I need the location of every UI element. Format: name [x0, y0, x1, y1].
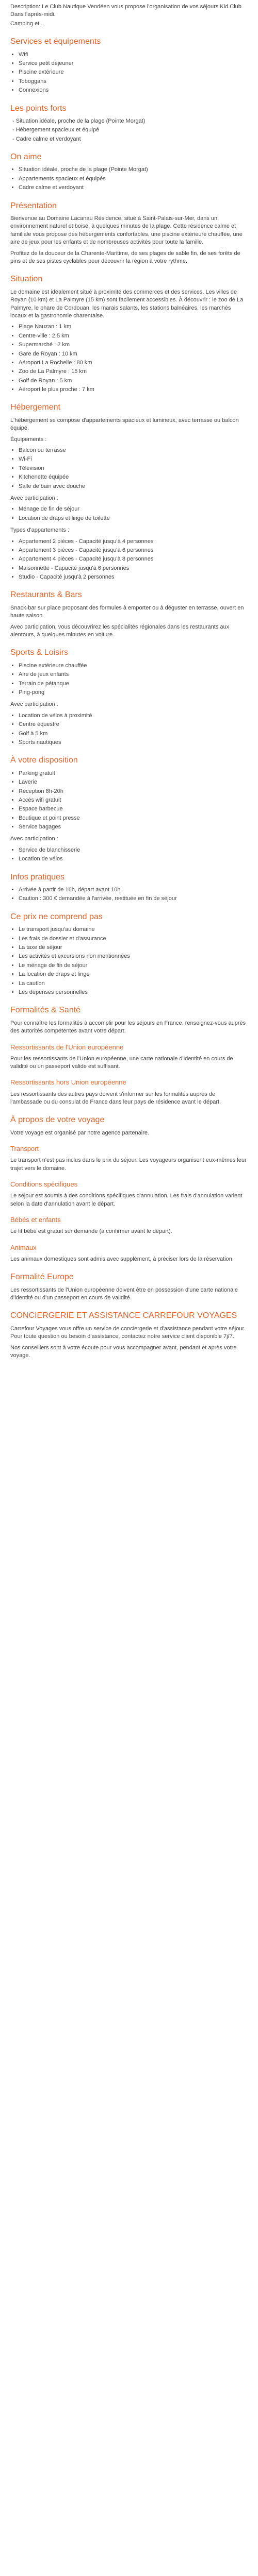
list-item: • Le transport jusqu'au domaine — [19, 926, 248, 934]
list-item: • Sports nautiques — [19, 739, 248, 747]
section-title: Situation — [10, 275, 43, 284]
sub-title: Bébés et enfants — [10, 1216, 61, 1224]
section-title: Restaurants & Bars — [10, 590, 82, 600]
label: Équipements : — [10, 436, 47, 443]
paragraph: Le lit bébé est gratuit sur demande (à confirmer avant le départ). — [10, 1228, 172, 1235]
paragraph: Les ressortissants des autres pays doivent s'informer sur les formalités auprès de l'ambassade ou du consulat de France dans leur pays de résidence avant le départ. — [10, 1091, 221, 1106]
points-forts-list — [10, 117, 248, 143]
paragraph: Carrefour Voyages vous offre un service de conciergerie et d'assistance pendant votre séjour. Pour toute question ou besoin d'assistance, contactez notre service client disponible 7j/7. — [10, 1325, 246, 1340]
section-title: Services et équipements — [10, 37, 101, 46]
list-item: • Arrivée à partir de 16h, départ avant 10h — [19, 886, 248, 894]
list-item: • Service petit déjeuner — [19, 60, 248, 67]
list-item: • Salle de bain avec douche — [19, 483, 248, 490]
list-item: • Wifi — [19, 51, 248, 59]
list-item: • Le ménage de fin de séjour — [19, 962, 248, 970]
section-title: Formalités & Santé — [10, 1006, 81, 1015]
equipements-list — [10, 447, 248, 490]
list-item: • Les dépenses personnelles — [19, 989, 248, 996]
paragraph: Profitez de la douceur de la Charente-Maritime, de ses plages de sable fin, de ses forêts de pins et de ses pistes cyclables pour découvrir la région à votre rythme. — [10, 250, 240, 264]
list-item: • La taxe de séjour — [19, 944, 248, 952]
list-item: • Aire de jeux enfants — [19, 671, 248, 679]
disposition-list — [10, 770, 248, 832]
list-item: • Appartement 2 pièces - Capacité jusqu'à 4 personnes — [19, 538, 248, 546]
label: Avec participation : — [10, 836, 58, 842]
prix-list — [10, 926, 248, 996]
disposition-avec-list — [10, 846, 248, 863]
list-item: • Ménage de fin de séjour — [19, 505, 248, 513]
list-item: • Gare de Royan : 10 km — [19, 350, 248, 358]
section-title: Infos pratiques — [10, 872, 64, 882]
section-title: À propos de votre voyage — [10, 1115, 105, 1125]
list-item: • Cadre calme et verdoyant — [19, 184, 248, 192]
list-item: • Centre équestre — [19, 721, 248, 728]
list-item: • Télévision — [19, 465, 248, 472]
paragraph: Le séjour est soumis à des conditions spécifiques d'annulation. Les frais d'annulation varient selon la date d'annulation avant le départ. — [10, 1193, 243, 1207]
list-item: • Laverie — [19, 778, 248, 786]
types-list — [10, 538, 248, 582]
list-item: • Piscine extérieure — [19, 69, 248, 76]
intro — [10, 3, 248, 28]
section-title: Les points forts — [10, 104, 67, 113]
section-title: CONCIERGERIE ET ASSISTANCE CARREFOUR VOYAGES — [10, 1311, 237, 1320]
paragraph: Nos conseillers sont à votre écoute pour vous accompagner avant, pendant et après votre voyage. — [10, 1344, 237, 1359]
list-item: • Location de draps et linge de toilette — [19, 515, 248, 522]
list-item: • Aéroport le plus proche : 7 km — [19, 386, 248, 394]
list-item: • Location de vélos — [19, 855, 248, 863]
list-item: • Accès wifi gratuit — [19, 796, 248, 804]
list-item: • Toboggans — [19, 78, 248, 86]
sub-title: Ressortissants hors Union européenne — [10, 1078, 126, 1087]
list-item: • Golf de Royan : 5 km — [19, 377, 248, 385]
label: Avec participation : — [10, 701, 58, 708]
list-item: • Kitchenette équipée — [19, 473, 248, 481]
list-item: • Les frais de dossier et d'assurance — [19, 935, 248, 943]
sports-list — [10, 662, 248, 697]
paragraph: Votre voyage est organisé par notre agence partenaire. — [10, 1129, 150, 1136]
distances-list — [10, 323, 248, 394]
sports-avec-list — [10, 712, 248, 747]
list-item: • Réception 8h-20h — [19, 788, 248, 795]
list-item: • Ping-pong — [19, 689, 248, 697]
paragraph: Bienvenue au Domaine Lacanau Résidence, situé à Saint-Palais-sur-Mer, dans un environnement naturel et boisé, à quelques minutes de la plage. Cette résidence calme et familiale vous propose des hébergements confortables, une piscine extérieure chauffée, une aire de jeux pour les enfants et de nombreuses activités pour toute la famille. — [10, 215, 243, 246]
section-title: Sports & Loisirs — [10, 648, 69, 657]
section-title: Présentation — [10, 201, 57, 210]
list-item: - Cadre calme et verdoyant — [12, 135, 248, 143]
list-item: • Balcon ou terrasse — [19, 447, 248, 454]
paragraph: Pour les ressortissants de l'Union européenne, une carte nationale d'identité en cours de validité ou un passeport valide est suffisant. — [10, 1055, 233, 1070]
paragraph: Avec participation, vous découvrirez les spécialités régionales dans les restaurants aux alentours, à quelques minutes en voiture. — [10, 623, 230, 638]
list-item: • La location de draps et linge — [19, 971, 248, 978]
intro-line: Description: Le Club Nautique Vendéen vous propose l'organisation de vos séjours Kid Club Dans l'après-midi. — [10, 4, 241, 18]
list-item: • Les activités et excursions non mentionnées — [19, 953, 248, 960]
paragraph: Pour connaître les formalités à accomplir pour les séjours en France, renseignez-vous auprès des autorités compétentes avant votre départ. — [10, 1020, 246, 1035]
sub-title: Ressortissants de l'Union européenne — [10, 1043, 124, 1051]
avec-list — [10, 505, 248, 522]
list-item: • Zoo de La Palmyre : 15 km — [19, 368, 248, 376]
label: Types d'appartements : — [10, 527, 69, 534]
paragraph: Les ressortissants de l'Union européenne doivent être en possession d'une carte nationale d'identité ou d'un passeport en cours de validité. — [10, 1286, 238, 1301]
list-item: • Maisonnette - Capacité jusqu'à 6 personnes — [19, 565, 248, 572]
list-item: • Appartement 3 pièces - Capacité jusqu'à 6 personnes — [19, 547, 248, 554]
label: Avec participation : — [10, 495, 58, 501]
list-item: • Appartements spacieux et équipés — [19, 175, 248, 183]
sub-title: Transport — [10, 1145, 39, 1153]
services-list — [10, 51, 248, 95]
paragraph: Snack-bar sur place proposant des formules à emporter ou à déguster en terrasse, ouvert en haute saison. — [10, 604, 244, 619]
section-title: Formalité Europe — [10, 1273, 74, 1282]
list-item: • Service bagages — [19, 823, 248, 831]
list-item: • Service de blanchisserie — [19, 846, 248, 854]
list-item: • Terrain de pétanque — [19, 680, 248, 688]
list-item: • Situation idéale, proche de la plage (Pointe Morgat) — [19, 166, 248, 174]
list-item: - Hébergement spacieux et équipé — [12, 126, 248, 134]
list-item: • Appartement 4 pièces - Capacité jusqu'à 8 personnes — [19, 555, 248, 563]
list-item: • Aéroport La Rochelle : 80 km — [19, 359, 248, 367]
list-item: • Plage Nauzan : 1 km — [19, 323, 248, 331]
list-item: • Connexions — [19, 87, 248, 94]
paragraph: Le domaine est idéalement situé à proximité des commerces et des services. Les villes de Royan (10 km) et La Palmyre (15 km) sont facilement accessibles. À découvrir : le zoo de La Palmyre, le phare de Cordouan, les marais salants, les stations balnéaires, les marchés locaux et la gastronomie charentaise. — [10, 289, 244, 319]
list-item: • Caution : 300 € demandée à l'arrivée, restituée en fin de séjour — [19, 895, 248, 903]
list-item: • Wi-Fi — [19, 455, 248, 463]
paragraph: L'hébergement se compose d'appartements spacieux et lumineux, avec terrasse ou balcon équipé. — [10, 417, 239, 432]
sub-title: Conditions spécifiques — [10, 1180, 78, 1189]
section-title: Hébergement — [10, 403, 60, 412]
list-item: • Parking gratuit — [19, 770, 248, 777]
list-item: • Studio - Capacité jusqu'à 2 personnes — [19, 573, 248, 581]
paragraph: Le transport n'est pas inclus dans le prix du séjour. Les voyageurs organisent eux-mêmes leur trajet vers le domaine. — [10, 1157, 247, 1172]
list-item: - Situation idéale, proche de la plage (Pointe Morgat) — [12, 117, 248, 125]
list-item: • Boutique et point presse — [19, 815, 248, 822]
list-item: • Location de vélos à proximité — [19, 712, 248, 720]
section-title: À votre disposition — [10, 756, 78, 765]
sub-title: Animaux — [10, 1243, 37, 1251]
intro-line: Camping et... — [10, 20, 44, 27]
section-title: On aime — [10, 152, 42, 162]
list-item: • Supermarché : 2 km — [19, 341, 248, 349]
on-aime-list — [10, 166, 248, 192]
list-item: • La caution — [19, 980, 248, 988]
paragraph: Les animaux domestiques sont admis avec supplément, à préciser lors de la réservation. — [10, 1256, 234, 1262]
infos-list — [10, 886, 248, 903]
section-title: Ce prix ne comprend pas — [10, 912, 103, 921]
list-item: • Piscine extérieure chauffée — [19, 662, 248, 670]
list-item: • Golf à 5 km — [19, 730, 248, 738]
list-item: • Centre-ville : 2,5 km — [19, 332, 248, 340]
list-item: • Espace barbecue — [19, 805, 248, 813]
